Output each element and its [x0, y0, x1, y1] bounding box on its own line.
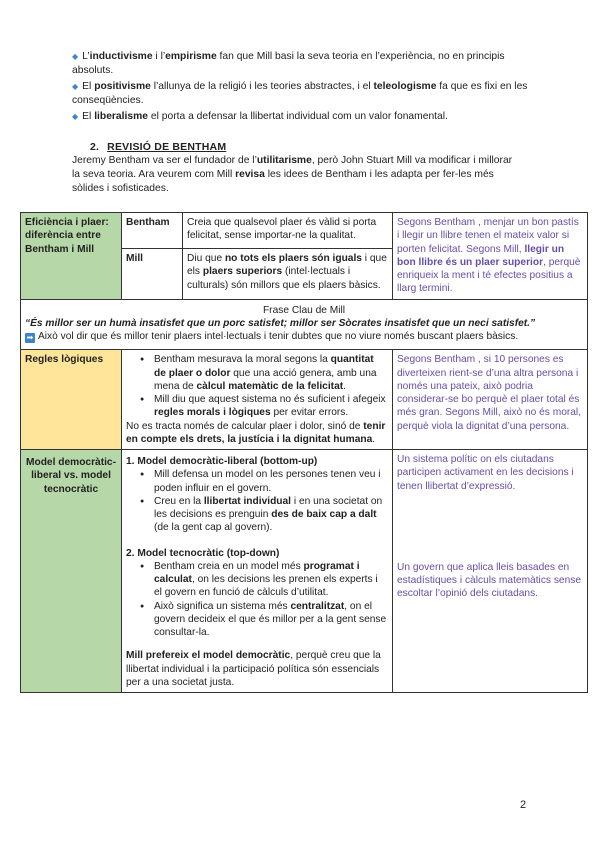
table-row-quote: [21, 299, 588, 350]
list-item: ● Això significa un sistema més centralitzat, on el govern decideix el que és millor per a la gent sense consultar-la.: [154, 600, 388, 640]
bullet-inductivisme: ◆ L’inductivisme i l’empirisme fan que Mill basi la seva teoria en l’experiència, no en principis absoluts.: [72, 51, 505, 76]
bullet-liberalisme: ◆ El liberalisme el porta a defensar la llibertat individual com un valor fonamental.: [72, 111, 448, 122]
section-heading: 2. REVISIÓ DE BENTHAM: [90, 141, 227, 153]
row-label-logic: Regles lògiques: [21, 350, 122, 450]
list-item: ● Mill diu que aquest sistema no és suficient i afegeix regles morals i lògiques per evitar errors.: [154, 393, 388, 420]
list-item: ● Mill defensa un model on les persones tenen veu i poden influir en el govern.: [154, 468, 388, 495]
intro-paragraph: Jeremy Bentham va ser el fundador de l’utilitarisme, però John Stuart Mill va modificar i millorar la seva teoria. Ara veurem com Mill revisa les idees de Bentham i les adapta per fer-les més sòlides i sofisticades.: [72, 155, 513, 194]
table-row-logic: [21, 350, 588, 450]
list-item: ● Bentham creia en un model més programat i calculat, on les decisions les prenen els experts i el govern en funció de càlculs d’utilitat.: [154, 560, 388, 600]
row-label-efficiency: Eficiència i plaer: diferència entre Bentham i Mill: [21, 213, 122, 300]
models-examples: [393, 450, 588, 693]
table-row-models: [21, 450, 588, 693]
bentham-label: Bentham: [122, 213, 183, 249]
mill-quote: “És millor ser un humà insatisfet que un porc satisfet; millor ser Sòcrates insatisfet que un neci satisfet.”: [25, 317, 536, 329]
row-label-models: Model democràtic-liberal vs. model tecnocràtic: [21, 450, 122, 693]
quote-cell: [21, 299, 588, 350]
diamond-bullet-icon: ◆: [72, 112, 79, 121]
model-technocratic-title: 2. Model tecnocràtic (top-down): [126, 547, 280, 559]
mill-description: Diu que no tots els plaers són iguals i que els plaers superiors (intel·lectuals i culturals) són millors que els plaers bàsics.: [183, 249, 393, 299]
comparison-table: [20, 212, 588, 693]
technocratic-example: Un govern que aplica lleis basades en estadístiques i càlculs matemàtics sense escoltar l’opinió dels ciutadans.: [397, 561, 582, 600]
list-item: ● Bentham mesurava la moral segons la quantitat de plaer o dolor que una acció genera, amb una mena de càlcul matemàtic de la felicitat.: [154, 353, 388, 393]
list-item: ● Creu en la llibertat individual i en una societat on les decisions es prenguin des de baix cap a dalt (de la gent cap al govern).: [154, 495, 388, 535]
table-row-efficiency: [21, 213, 588, 249]
quote-explanation: ➡ Això vol dir que és millor tenir plaers intel·lectuals i tenir dubtes que no viure només buscant plaers bàsics.: [26, 331, 519, 342]
quote-title: Frase Clau de Mill: [262, 304, 346, 316]
models-conclusion: Mill prefereix el model democràtic, perquè creu que la llibertat individual i la participació política són essencials per a una societat justa.: [126, 650, 381, 688]
bullet-positivisme: ◆ El positivisme l’allunya de la religió i les teories abstractes, i el teleologisme fa que es fixi en les conseqüències.: [72, 81, 528, 106]
diamond-bullet-icon: ◆: [72, 52, 79, 61]
mill-label: Mill: [122, 249, 183, 299]
model-democratic-title: 1. Model democràtic-liberal (bottom-up): [126, 456, 318, 467]
logic-example: Segons Bentham , si 10 persones es diverteixen rient-se d’una altra persona i només una pateix, això podria considerar-se bo perquè el plaer total és més gran. Segons Mill, això no és moral, perquè viola la dignitat d’una persona.: [393, 350, 588, 450]
logic-conclusion: No es tracta només de calcular plaer i dolor, sinó de tenir en compte els drets, la justícia i la dignitat humana.: [126, 420, 386, 445]
models-content: [122, 450, 393, 693]
page-number: 2: [520, 799, 527, 811]
arrow-right-icon: ➡: [26, 333, 34, 342]
bentham-description: Creia que qualsevol plaer és vàlid si porta felicitat, sense importar-ne la qualitat.: [183, 213, 393, 249]
efficiency-example: Segons Bentham , menjar un bon pastís i llegir un llibre tenen el mateix valor si porten felicitat. Segons Mill, llegir un bon llibre és un plaer superior, perquè enriqueix la ment i té efectes positius a llarg termini.: [393, 213, 588, 300]
diamond-bullet-icon: ◆: [72, 82, 79, 91]
logic-content: [122, 350, 393, 450]
democratic-example: Un sistema polític on els ciutadans participen activament en les decisions i tenen llibertat d’expressió.: [397, 454, 574, 492]
